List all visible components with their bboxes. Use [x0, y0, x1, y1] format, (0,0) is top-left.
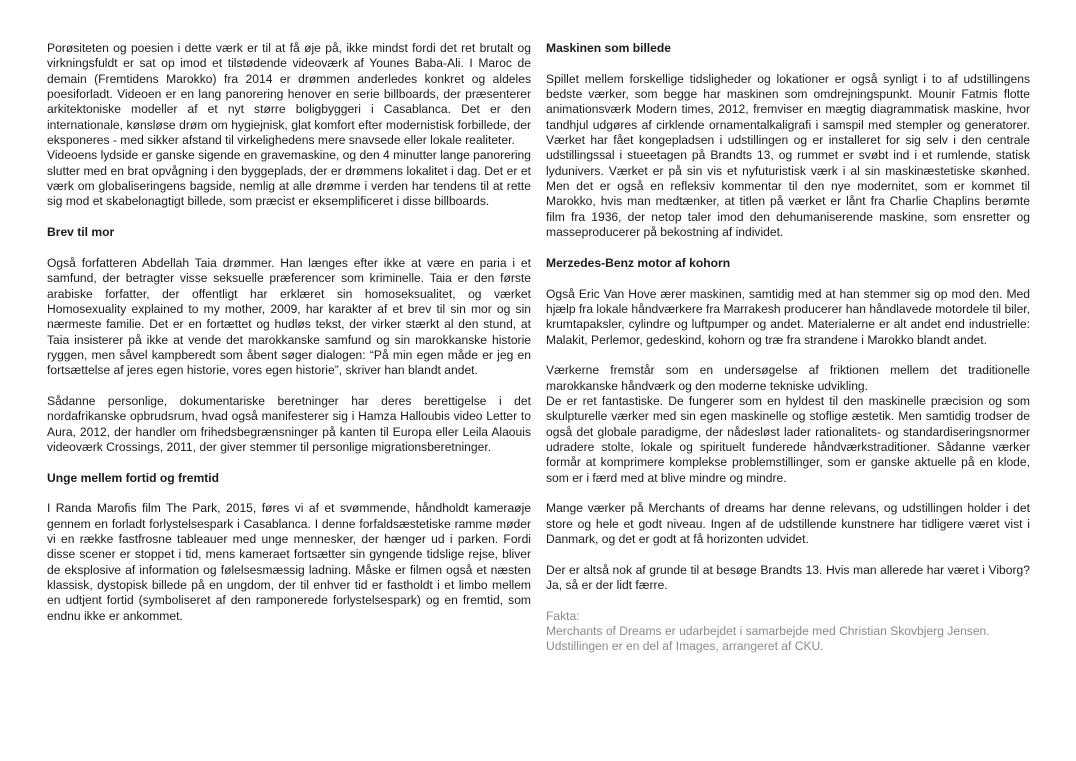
paragraph: Videoens lydside er ganske sigende en gravemaskine, og den 4 minutter lange panorering slutter med en brat opvågning i den byggeplads, der er drømmens lokalitet i dag. Det er et værk om globaliseringens bagside, nemlig at alle drømme i verden har tendens til at rette sig mod et skabelonagtigt billede, som præcist er eksemplificeret i disse billboards. — [47, 148, 531, 209]
paragraph: Der er altså nok af grunde til at besøge Brandts 13. Hvis man allerede har været i Viborg? Ja, så er der lidt færre. — [546, 562, 1030, 593]
paragraph: Også Eric Van Hove ærer maskinen, samtidig med at han stemmer sig op mod den. Med hjælp fra lokale håndværkere fra Marrakesh producerer han håndlavede motordele til biler, krumtapaksler, cylindre og luftpumper og andet. Materialerne er alt andet end industrielle: Malakit, Perlemor, gedeskind, kohorn og træ fra strandene i Marokko blandt andet. — [546, 286, 1031, 347]
section-heading: Brev til mor — [47, 225, 115, 240]
fakta-line: Merchants of Dreams er udarbejdet i samarbejde med Christian Skovbjerg Jensen. — [546, 624, 990, 639]
section-heading: Unge mellem fortid og fremtid — [47, 470, 220, 485]
section-heading: Merzedes-Benz motor af kohorn — [546, 255, 731, 270]
paragraph: Værkerne fremstår som en undersøgelse af friktionen mellem det traditionelle marokkanske håndværk og den moderne tekniske udvikling. — [546, 363, 1030, 393]
paragraph: Mange værker på Merchants of dreams har denne relevans, og udstillingen holder i det store og hele et godt niveau. Ingen af de udstillende kunstnere har tidligere været vist i Danmark, og det er godt at få horizonten udvidet. — [546, 501, 1030, 546]
paragraph: Spillet mellem forskellige tidsligheder og lokationer er også synligt i to af udstillingens bedste værker, som begge har maskinen som omdrejningspunkt. Mounir Fatmis flotte animationsværk Modern times, 2012, fremviser en mægtig diagrammatisk maskine, hvor tandhjul udgøres af cirklende ornamentalkaligrafi i samspil med stempler og generatorer. Værket har fået kongepladsen i udstillingen og er installeret for sig selv i den centrale udstillingssal i stueetagen på Brandts 13, og rummet er svøbt ind i et rumlende, statisk lydunivers. Værket er på sin vis et nyfuturistisk værk i al sin maskinæstetiske skønhed. Men det er også en refleksiv kommentar til den nye modernitet, som er kommet til Marokko, hvis man medtænker, at titlen på værket er lånt fra Charlie Chaplins berømte film fra 1936, der netop taler imod den dehumaniserende maskine, som ensretter og masseproducerer på bekostning af individet. — [546, 71, 1030, 240]
fakta-line: Udstillingen er en del af Images, arrangeret af CKU. — [546, 639, 824, 654]
paragraph: Også forfatteren Abdellah Taia drømmer. Han længes efter ikke at være en paria i et samfund, der betragter visse seksuelle præferencer som kriminelle. Taia er den første arabiske forfatter, der offentligt har erklæret sin homoseksualitet, og værket Homosexuality explained to my mother, 2009, har karakter af et brev til sin mor og sin nærmeste familie. Det er en fortættet og hudløs tekst, der virker stærkt al den stund, at Taia insisterer på ikke at vende det marokkanske samfund og sin marokkanske historie ryggen, men såvel kampberedt som åbent søger dialogen: “På min egen måde er jeg en fortsættelse af jeres egen historie, vores egen historie”, skriver han blandt andet. — [47, 255, 531, 378]
paragraph: Porøsiteten og poesien i dette værk er til at få øje på, ikke mindst fordi det ret brutalt og virkningsfuldt er sat op imod et tilstødende videoværk af Younes Baba-Ali. I Maroc de demain (Fremtidens Marokko) fra 2014 er drømmen anderledes konkret og aldeles poesiforladt. Videoen er en lang panorering henover en serie billboards, der præsenterer arkitektoniske modeller af et nyt større boligbyggeri i Casablanca. Det er den internationale, kønsløse drøm om hygiejnisk, glat komfort efter modernistisk forbillede, der eksponeres - med sikker afstand til virkelighedens mere snavsede eller lokale realiteter. — [47, 41, 531, 148]
left-column — [47, 41, 531, 624]
fakta-box — [546, 609, 1030, 655]
right-column — [546, 41, 1030, 655]
fakta-label: Fakta: — [546, 608, 580, 623]
paragraph: De er ret fantastiske. De fungerer som en hyldest til den maskinelle præcision og som skulpturelle værker med sin egen maskinelle og stoflige æstetik. Men samtidig trodser de også det globale paradigme, der nådesløst lader rationalitets- og standardiseringsnormer udradere stolte, lokale og spirituelt funderede håndværkstraditioner. Sådanne værker formår at komprimere komplekse problemstillinger, som er ganske aktuelle på en klode, som er i færd med at blive mindre og mindre. — [546, 393, 1030, 485]
section-heading: Maskinen som billede — [546, 41, 672, 55]
paragraph: Sådanne personlige, dokumentariske beretninger har deres berettigelse i det nordafrikanske opbrudsrum, hvad også manifesterer sig i Hamza Halloubis video Letter to Aura, 2012, der handler om frihedsbegrænsninger på kanten til Europa eller Leila Alaouis videoværk Crossings, 2011, der giver stemmer til personlige migrationsberetninger. — [47, 393, 531, 454]
paragraph: I Randa Marofis film The Park, 2015, føres vi af et svømmende, håndholdt kameraøje gennem en forladt forlystelsespark i Casablanca. I denne forfaldsæstetiske ramme møder vi en række fastfrosne tableauer med unge mennesker, der hænger ud i parken. Fordi disse scener er stoppet i tid, mens kameraet fortsætter sin gyngende tidslige rejse, bliver de eksplosive af information og følelsesmæssig ladning. Måske er filmen også et næsten klassisk, dystopisk billede på en ungdom, der til enhver tid er fastholdt i et limbo mellem en udtjent fortid (symboliseret af den ramponerede forlystelsespark) og en fremtid, som endnu ikke er ankommet. — [47, 501, 531, 623]
